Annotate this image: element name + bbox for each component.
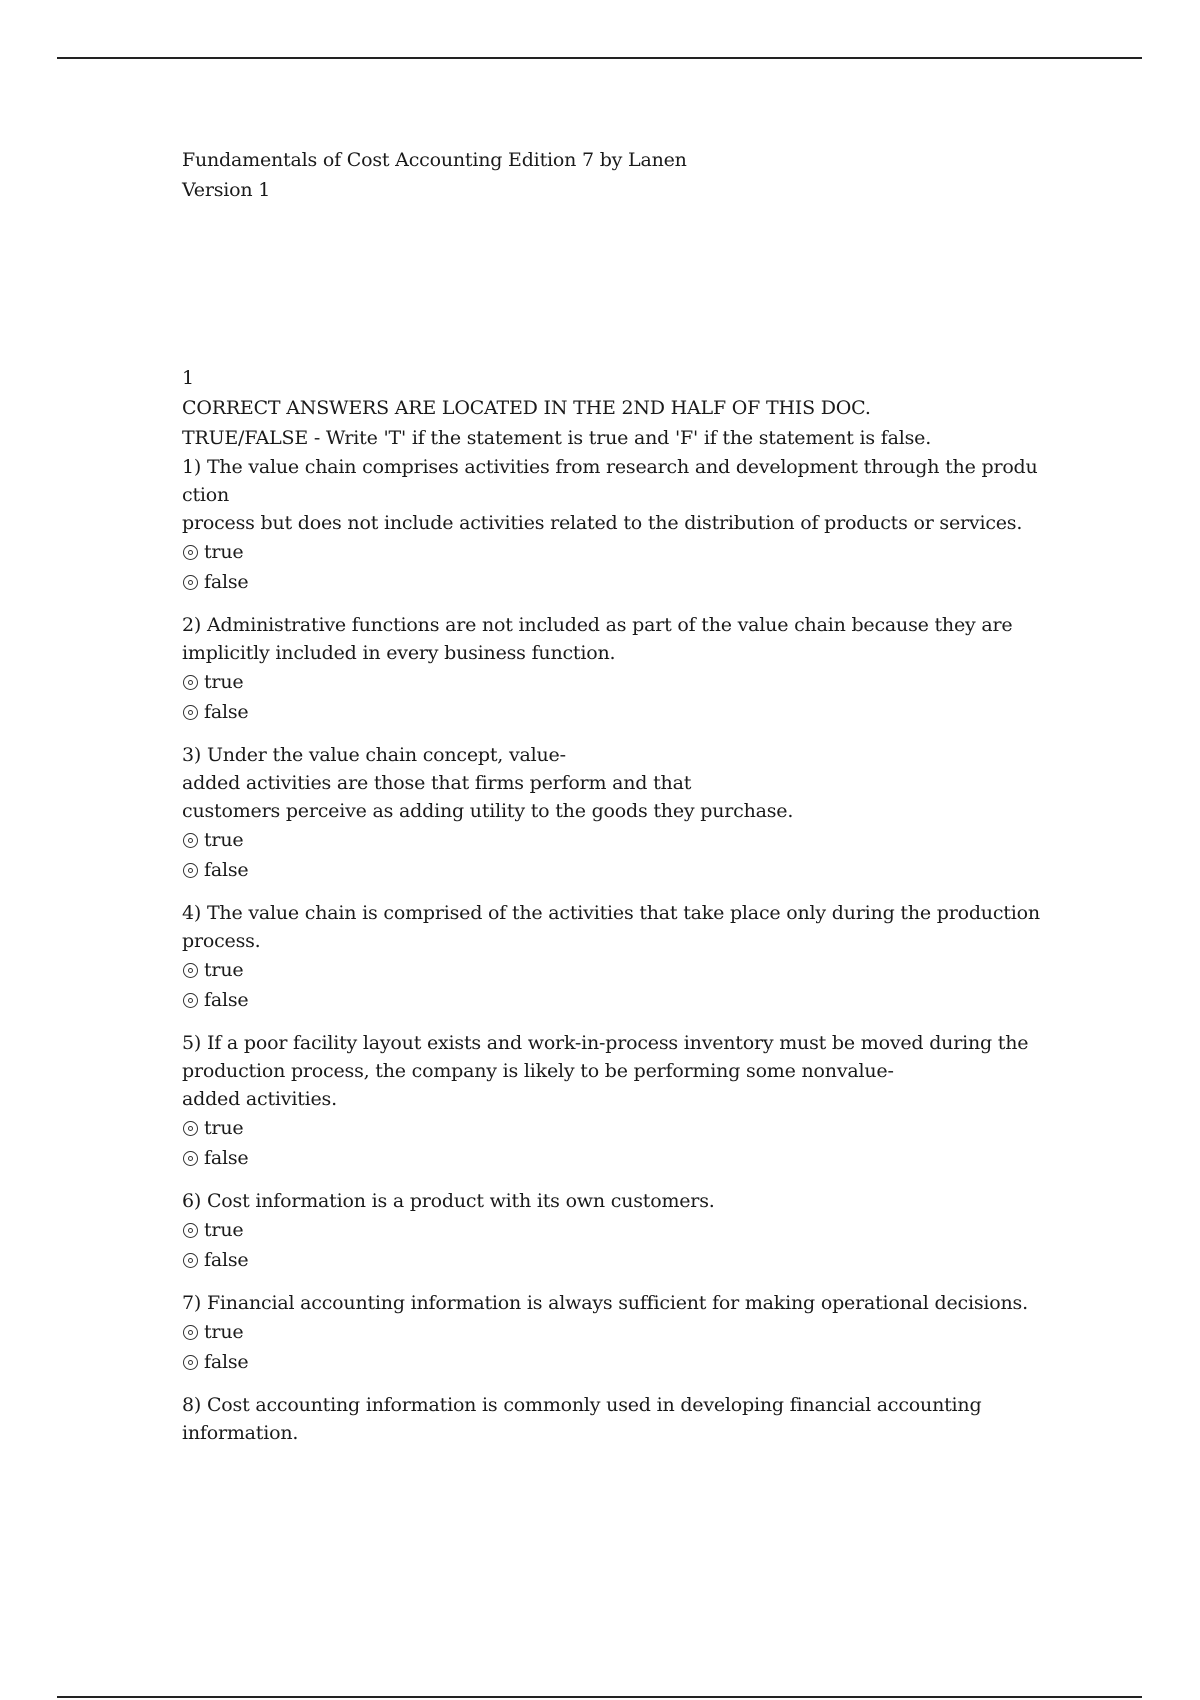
question-item (182, 1391, 1082, 1447)
radio-circle-icon[interactable] (183, 863, 198, 878)
answer-option[interactable] (182, 697, 1082, 727)
answer-option[interactable] (182, 855, 1082, 885)
answer-option-label: true (204, 829, 244, 851)
question-item (182, 453, 1082, 597)
question-text: 7) Financial accounting information is always sufficient for making operational decisions. (182, 1292, 1028, 1314)
answer-option-label: true (204, 671, 244, 693)
answer-option[interactable] (182, 667, 1082, 697)
question-text: 8) Cost accounting information is commonly used in developing financial accounting (182, 1394, 982, 1416)
question-text: 2) Administrative functions are not included as part of the value chain because they are (182, 614, 1013, 636)
question-item (182, 611, 1082, 727)
radio-circle-icon[interactable] (183, 963, 198, 978)
radio-circle-icon[interactable] (183, 545, 198, 560)
document-title: Fundamentals of Cost Accounting Edition 7 by Lanen (182, 149, 687, 171)
radio-circle-icon[interactable] (183, 1355, 198, 1370)
answer-option-label: true (204, 1117, 244, 1139)
question-text: ction (182, 484, 230, 506)
answers-notice: CORRECT ANSWERS ARE LOCATED IN THE 2ND HALF OF THIS DOC. (182, 397, 871, 419)
answer-option-label: false (204, 571, 249, 593)
top-rule (57, 57, 1142, 59)
answer-option-label: false (204, 1351, 249, 1373)
question-item (182, 1289, 1082, 1377)
question-text: process. (182, 930, 261, 952)
bottom-rule (57, 1696, 1142, 1698)
question-text: 5) If a poor facility layout exists and work-in-process inventory must be moved during the (182, 1032, 1029, 1054)
answer-option[interactable] (182, 825, 1082, 855)
radio-circle-icon[interactable] (183, 1151, 198, 1166)
answer-option[interactable] (182, 955, 1082, 985)
radio-circle-icon[interactable] (183, 1325, 198, 1340)
answer-option-label: true (204, 1321, 244, 1343)
question-text: process but does not include activities related to the distribution of products or services. (182, 512, 1023, 534)
document-version: Version 1 (182, 179, 271, 201)
answer-option[interactable] (182, 1347, 1082, 1377)
question-text: added activities are those that firms perform and that (182, 772, 692, 794)
answer-option[interactable] (182, 985, 1082, 1015)
answer-option-label: true (204, 959, 244, 981)
question-text: production process, the company is likely to be performing some nonvalue- (182, 1060, 894, 1082)
answer-option-label: false (204, 859, 249, 881)
radio-circle-icon[interactable] (183, 993, 198, 1008)
document-body (182, 145, 1082, 1447)
question-text: customers perceive as adding utility to the goods they purchase. (182, 800, 794, 822)
question-item (182, 741, 1082, 885)
radio-circle-icon[interactable] (183, 1253, 198, 1268)
question-list (182, 453, 1082, 1447)
question-text: 4) The value chain is comprised of the activities that take place only during the production (182, 902, 1040, 924)
question-item (182, 899, 1082, 1015)
instructions: TRUE/FALSE - Write 'T' if the statement is true and 'F' if the statement is false. (182, 427, 932, 449)
question-text: implicitly included in every business function. (182, 642, 616, 664)
answer-option[interactable] (182, 567, 1082, 597)
question-text: information. (182, 1422, 299, 1444)
question-item (182, 1187, 1082, 1275)
question-text: 6) Cost information is a product with its own customers. (182, 1190, 715, 1212)
question-text: 1) The value chain comprises activities from research and development through the produ (182, 456, 1038, 478)
question-text: 3) Under the value chain concept, value- (182, 744, 566, 766)
answer-option-label: true (204, 541, 244, 563)
title-block (182, 145, 1082, 205)
radio-circle-icon[interactable] (183, 575, 198, 590)
radio-circle-icon[interactable] (183, 833, 198, 848)
section-header (182, 363, 1082, 453)
answer-option-label: false (204, 989, 249, 1011)
answer-option-label: true (204, 1219, 244, 1241)
answer-option-label: false (204, 1249, 249, 1271)
answer-option[interactable] (182, 1113, 1082, 1143)
answer-option-label: false (204, 1147, 249, 1169)
page-number: 1 (182, 367, 194, 389)
answer-option-label: false (204, 701, 249, 723)
answer-option[interactable] (182, 1143, 1082, 1173)
spacer (182, 205, 1082, 363)
answer-option[interactable] (182, 1215, 1082, 1245)
radio-circle-icon[interactable] (183, 675, 198, 690)
question-item (182, 1029, 1082, 1173)
answer-option[interactable] (182, 537, 1082, 567)
radio-circle-icon[interactable] (183, 705, 198, 720)
radio-circle-icon[interactable] (183, 1121, 198, 1136)
radio-circle-icon[interactable] (183, 1223, 198, 1238)
question-text: added activities. (182, 1088, 337, 1110)
answer-option[interactable] (182, 1317, 1082, 1347)
answer-option[interactable] (182, 1245, 1082, 1275)
